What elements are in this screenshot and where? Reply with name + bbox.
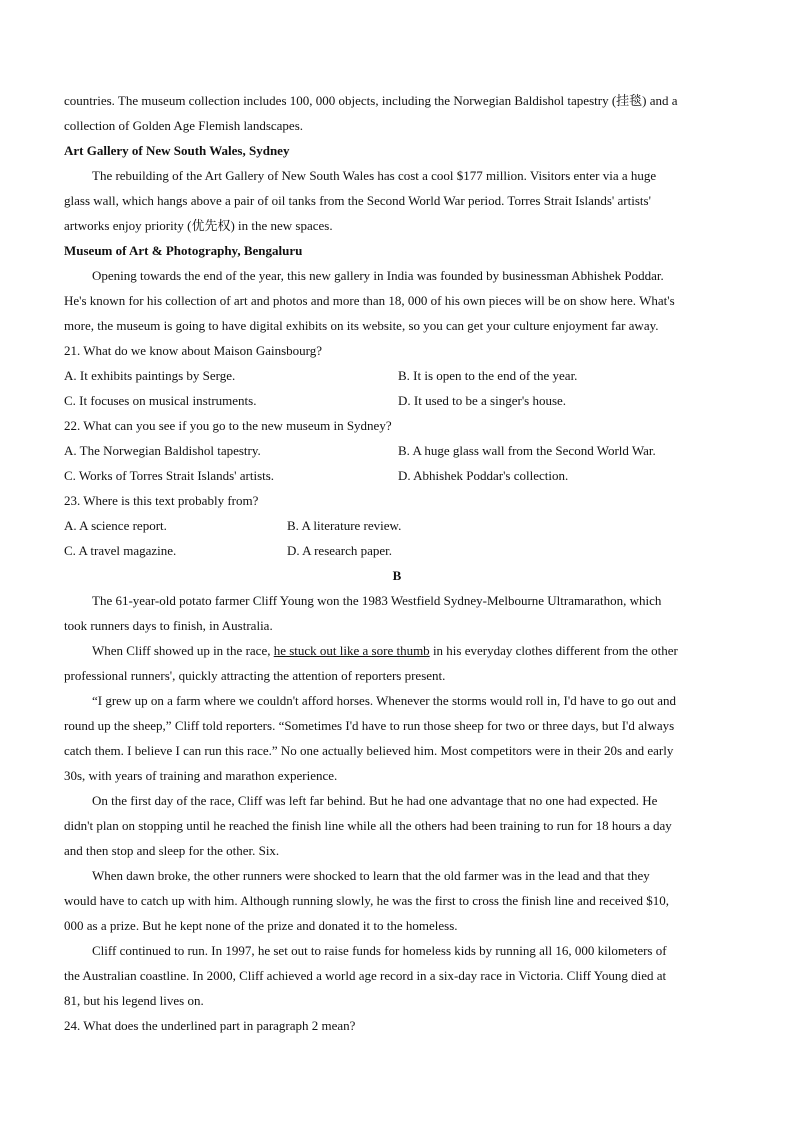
q22-option-d: D. Abhishek Poddar's collection. [398,468,569,483]
bengaluru-heading: Museum of Art & Photography, Bengaluru [64,243,303,258]
intro-line-1: countries. The museum collection includes 100, 000 objects, including the Norwegian Baldishol tapestry (挂毯) and a [64,93,678,108]
sydney-line-3: artworks enjoy priority (优先权) in the new spaces. [64,218,333,233]
bengaluru-line-1: Opening towards the end of the year, this new gallery in India was founded by businessman Abhishek Poddar. [92,268,664,283]
b-p5-line-1: When dawn broke, the other runners were shocked to learn that the old farmer was in the lead and that they [92,868,650,883]
question-24: 24. What does the underlined part in paragraph 2 mean? [64,1018,356,1033]
q22-option-b: B. A huge glass wall from the Second World War. [398,443,656,458]
sydney-heading: Art Gallery of New South Wales, Sydney [64,143,290,158]
b-p2-line-1 [64,638,758,663]
b-p6-line-3: 81, but his legend lives on. [64,993,204,1008]
q23-option-c: C. A travel magazine. [64,543,177,558]
b-p4-line-2: didn't plan on stopping until he reached the finish line while all the others had been training to run for 18 hours a day [64,818,672,833]
q21-option-c: C. It focuses on musical instruments. [64,393,257,408]
b-p4-line-3: and then stop and sleep for the other. Six. [64,843,280,858]
b-p6-line-1: Cliff continued to run. In 1997, he set out to raise funds for homeless kids by running all 16, 000 kilometers of [92,943,667,958]
q22-option-c: C. Works of Torres Strait Islands' artists. [64,468,275,483]
intro-line-2: collection of Golden Age Flemish landscapes. [64,118,304,133]
question-22: 22. What can you see if you go to the new museum in Sydney? [64,418,392,433]
b-p4-line-1: On the first day of the race, Cliff was left far behind. But he had one advantage that no one had expected. He [92,793,658,808]
sydney-line-2: glass wall, which hangs above a pair of oil tanks from the Second World War period. Torres Strait Islands' artists' [64,193,651,208]
bengaluru-line-3: more, the museum is going to have digital exhibits on its website, so you can get your culture enjoyment far away. [64,318,659,333]
bengaluru-line-2: He's known for his collection of art and photos and more than 18, 000 of his own pieces will be on show here. What's [64,293,675,308]
q21-option-a: A. It exhibits paintings by Serge. [64,368,236,383]
b-p2-line-2: professional runners', quickly attracting the attention of reporters present. [64,668,446,683]
b-p2-text-before: When Cliff showed up in the race, [92,643,274,658]
q23-option-b: B. A literature review. [287,518,402,533]
b-p6-line-2: the Australian coastline. In 2000, Cliff achieved a world age record in a six-day race in Victoria. Cliff Young died at [64,968,667,983]
q22-option-a: A. The Norwegian Baldishol tapestry. [64,443,261,458]
question-21: 21. What do we know about Maison Gainsbourg? [64,343,323,358]
q23-option-a: A. A science report. [64,518,167,533]
b-p3-line-4: 30s, with years of training and marathon experience. [64,768,338,783]
b-p3-line-2: round up the sheep,” Cliff told reporters. “Sometimes I'd have to run those sheep for two or three days, but I'd always [64,718,675,733]
sydney-line-1: The rebuilding of the Art Gallery of New South Wales has cost a cool $177 million. Visitors enter via a huge [92,168,657,183]
b-p5-line-2: would have to catch up with him. Although running slowly, he was the first to cross the finish line and received $10, [64,893,669,908]
underlined-phrase: he stuck out like a sore thumb [273,643,430,658]
b-p3-line-1: “I grew up on a farm where we couldn't afford horses. Whenever the storms would roll in, I'd have to go out and [92,693,676,708]
question-23: 23. Where is this text probably from? [64,493,259,508]
b-p5-line-3: 000 as a prize. But he kept none of the prize and donated it to the homeless. [64,918,458,933]
b-p1-line-2: took runners days to finish, in Australia. [64,618,273,633]
b-p3-line-3: catch them. I believe I can run this race.” No one actually believed him. Most competitors were in their 20s and early [64,743,674,758]
q21-option-b: B. It is open to the end of the year. [398,368,578,383]
b-p1-line-1: The 61-year-old potato farmer Cliff Young won the 1983 Westfield Sydney-Melbourne Ultramarathon, which [92,593,662,608]
b-p2-text-after: in his everyday clothes different from the other [429,643,678,658]
section-b-label: B [392,568,402,583]
q23-option-d: D. A research paper. [287,543,393,558]
q21-option-d: D. It used to be a singer's house. [398,393,567,408]
